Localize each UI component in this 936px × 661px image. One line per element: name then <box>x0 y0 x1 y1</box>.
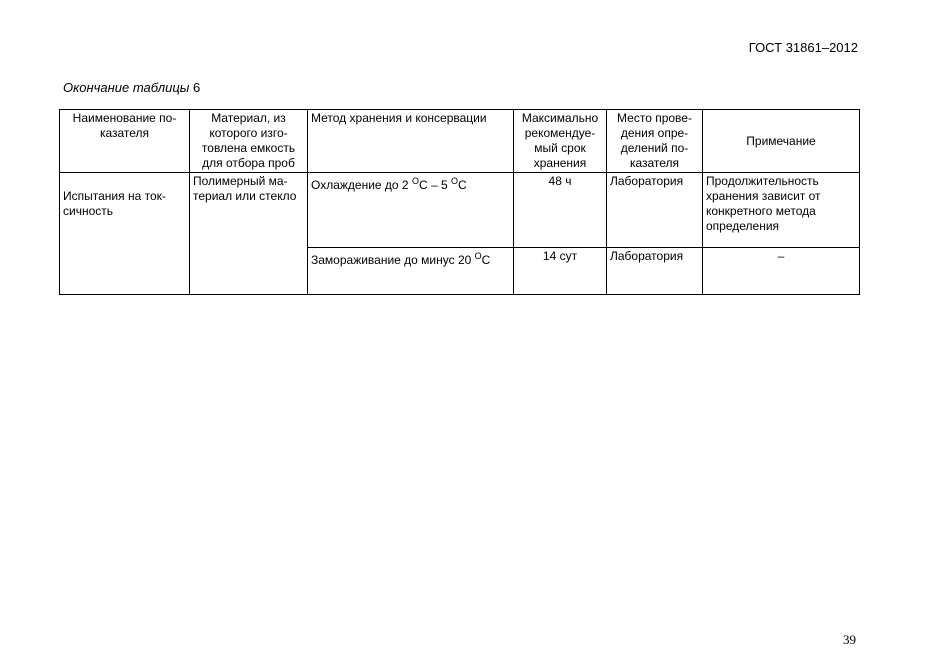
table-row <box>60 173 860 248</box>
method-mid: С – 5 <box>418 178 448 192</box>
caption-text: Окончание таблицы <box>63 80 190 95</box>
header-indicator: Наименование по-казателя <box>60 110 190 173</box>
header-term: Максимально рекомендуе-мый срок хранения <box>514 110 607 173</box>
place-cell: Лаборатория <box>607 248 703 295</box>
term-cell: 48 ч <box>514 173 607 248</box>
note-cell: – <box>703 248 860 295</box>
header-method: Метод хранения и консервации <box>308 110 514 173</box>
term-cell: 14 сут <box>514 248 607 295</box>
indicator-cell <box>60 173 190 295</box>
degree-mark: O <box>411 176 419 186</box>
header-note: Примечание <box>703 110 860 173</box>
place-cell: Лаборатория <box>607 173 703 248</box>
degree-mark: O <box>474 251 482 261</box>
method-suffix: С <box>481 253 491 267</box>
method-suffix: С <box>458 178 467 192</box>
indicator-text: Испытания на ток-сичность <box>63 189 166 218</box>
header-material: Материал, из которого изго-товлена емкость для отбора проб <box>190 110 308 173</box>
method-cell <box>308 248 514 295</box>
method-prefix: Замораживание до минус 20 <box>311 253 472 267</box>
table-caption <box>63 80 200 95</box>
standard-number: ГОСТ 31861–2012 <box>748 40 858 55</box>
storage-table <box>59 109 860 295</box>
note-cell: Продолжительность хранения зависит от конкретного метода определения <box>703 173 860 248</box>
caption-number: 6 <box>192 80 201 95</box>
material-cell: Полимерный ма-териал или стекло <box>190 173 308 295</box>
degree-mark: O <box>451 176 459 186</box>
method-cell <box>308 173 514 248</box>
header-row <box>60 110 860 173</box>
page-number: 39 <box>843 632 856 647</box>
header-place: Место прове-дения опре-делений по-казателя <box>607 110 703 173</box>
method-prefix: Охлаждение до 2 <box>311 178 409 192</box>
